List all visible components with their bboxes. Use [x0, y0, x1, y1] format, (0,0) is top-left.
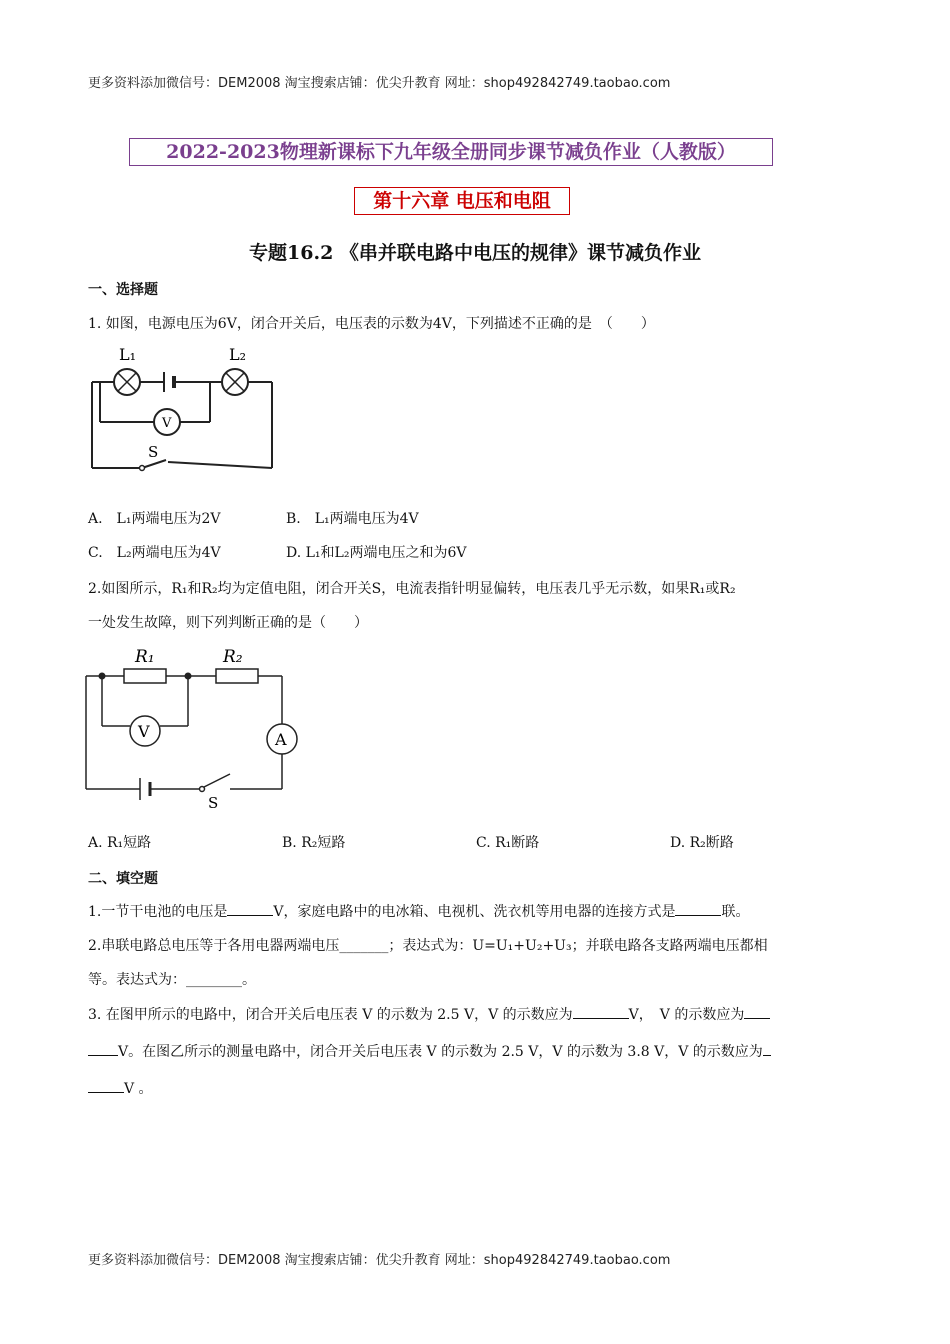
q2-circuit-diagram — [80, 638, 305, 813]
resistor-r2-icon — [216, 669, 258, 683]
q2-option-d[interactable]: D. R₂断路 — [670, 835, 734, 851]
bulb-l1-icon — [114, 369, 140, 395]
f3-line1 — [88, 1004, 770, 1024]
switch-contact-icon — [200, 787, 205, 792]
section-choice: 一、选择题 — [88, 282, 158, 298]
q2-option-a[interactable]: A. R₁短路 — [88, 835, 152, 851]
page-footer: 更多资料添加微信号：DEM2008 淘宝搜索店铺：优尖升教育 网址：shop492842749.taobao.com — [88, 1253, 671, 1268]
f1-line — [88, 901, 749, 921]
f3-blank-2b[interactable] — [88, 1041, 118, 1056]
q1-text: 1. 如图，电源电压为6V，闭合开关后，电压表的示数为4V，下列描述不正确的是 （ ） — [88, 316, 655, 332]
f1-part-c: 联。 — [721, 904, 750, 920]
section-fill: 二、填空题 — [88, 871, 158, 887]
switch-contact-icon — [140, 466, 145, 471]
bulb-l2-icon — [222, 369, 248, 395]
q2-option-c[interactable]: C. R₁断路 — [476, 835, 540, 851]
q2-option-b[interactable]: B. R₂短路 — [282, 835, 346, 851]
q2-text-line1: 2.如图所示，R₁和R₂均为定值电阻，闭合开关S，电流表指针明显偏转，电压表几乎无示数，如果R₁或R₂ — [88, 581, 736, 597]
label-l1: L₁ — [119, 345, 137, 364]
f3-blank-1[interactable] — [573, 1004, 629, 1019]
f3-blank-2a[interactable] — [744, 1004, 770, 1019]
label-a: A — [275, 730, 287, 749]
f3-part-b: V， V 的示数应为 — [628, 1007, 745, 1023]
chapter-title: 第十六章 电压和电阻 — [354, 187, 570, 215]
label-s: S — [208, 794, 219, 812]
q1-option-b[interactable]: B. L₁两端电压为4V — [286, 511, 419, 527]
topic-title: 专题16.2 《串并联电路中电压的规律》课节减负作业 — [249, 242, 701, 264]
junction-dot-icon — [99, 673, 106, 680]
f3-part-c: V。在图乙所示的测量电路中，闭合开关后电压表 V 的示数为 2.5 V，V 的示数为 3.8 V，V 的示数应为 — [118, 1044, 763, 1060]
page-header: 更多资料添加微信号：DEM2008 淘宝搜索店铺：优尖升教育 网址：shop492842749.taobao.com — [88, 76, 671, 91]
q1-option-c[interactable]: C. L₂两端电压为4V — [88, 545, 221, 561]
f3-part-a: 3. 在图甲所示的电路中，闭合开关后电压表 V 的示数为 2.5 V，V 的示数应为 — [88, 1007, 573, 1023]
f3-part-d: V 。 — [124, 1081, 153, 1097]
q1-option-a[interactable]: A. L₁两端电压为2V — [88, 511, 221, 527]
f2-line1: 2.串联电路总电压等于各用电器两端电压_______；表达式为：U=U₁+U₂+U₃；并联电路各支路两端电压都相 — [88, 938, 768, 954]
f3-blank-3b[interactable] — [88, 1078, 124, 1093]
document-title: 2022-2023物理新课标下九年级全册同步课节减负作业（人教版） — [129, 138, 773, 166]
label-v: V — [138, 722, 150, 741]
battery-icon — [164, 372, 174, 392]
q1-option-d[interactable]: D. L₁和L₂两端电压之和为6V — [286, 545, 467, 561]
f3-line2 — [88, 1041, 771, 1061]
label-r1: R₁ — [135, 647, 155, 667]
f2-line2: 等。表达式为：________。 — [88, 972, 256, 988]
label-s: S — [148, 443, 159, 461]
f1-blank-2[interactable] — [675, 901, 721, 916]
battery-icon — [140, 778, 150, 800]
resistor-r1-icon — [124, 669, 166, 683]
f1-part-a: 1.一节干电池的电压是 — [88, 904, 228, 920]
label-r2: R₂ — [223, 647, 243, 667]
f1-blank-1[interactable] — [227, 901, 273, 916]
f3-blank-3a[interactable] — [763, 1041, 771, 1056]
junction-dot-icon — [185, 673, 192, 680]
label-v: V — [162, 416, 172, 431]
f1-part-b: V，家庭电路中的电冰箱、电视机、洗衣机等用电器的连接方式是 — [273, 904, 676, 920]
q1-circuit-diagram — [86, 340, 286, 475]
label-l2: L₂ — [229, 345, 247, 364]
f3-line3 — [88, 1078, 153, 1098]
q2-text-line2: 一处发生故障，则下列判断正确的是（ ） — [88, 615, 368, 631]
